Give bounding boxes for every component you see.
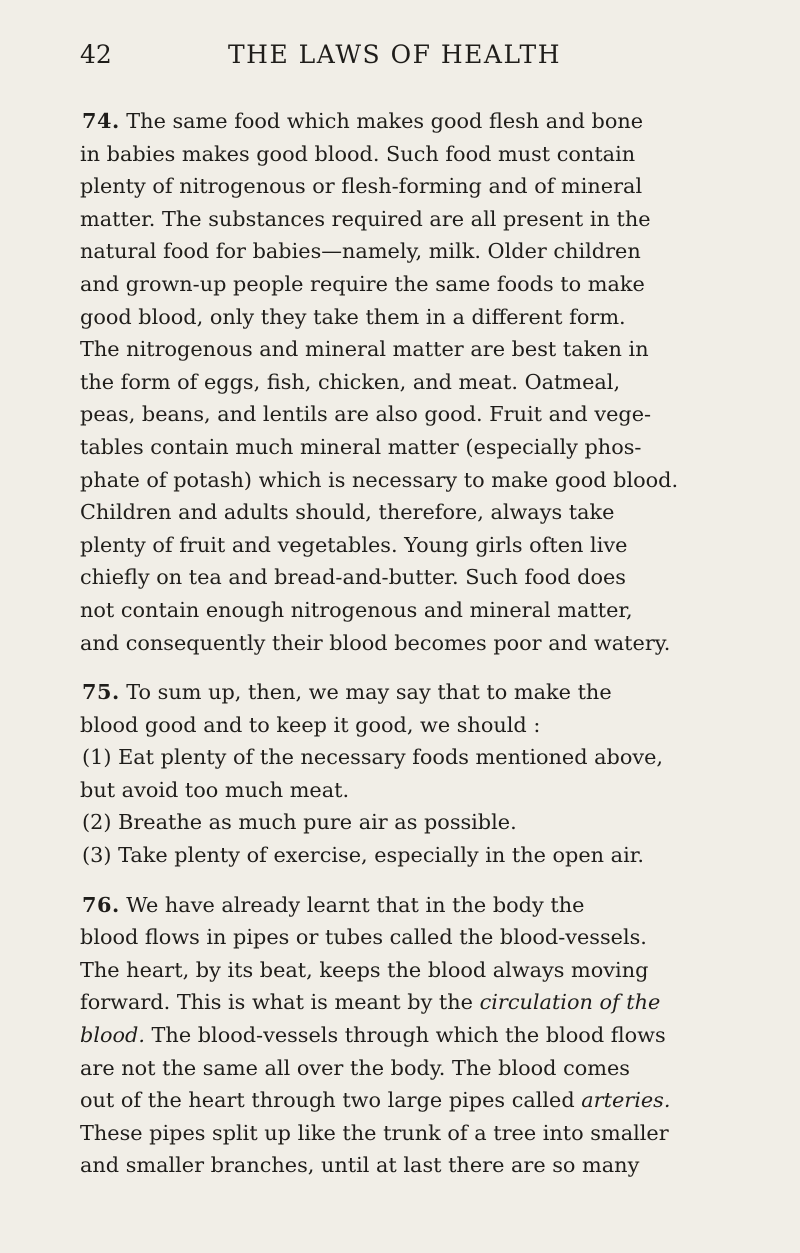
- text-line: and smaller branches, until at last there are so many: [80, 1153, 640, 1178]
- paragraph-76: [80, 889, 766, 1182]
- list-marker: (3): [82, 843, 112, 868]
- list-item: (1) Eat plenty of the necessary foods mentioned above,: [82, 745, 664, 770]
- text-line: and grown-up people require the same foods to make: [80, 271, 645, 296]
- text-line: the form of eggs, fish, chicken, and meat. Oatmeal,: [80, 369, 621, 394]
- text-line: 75. To sum up, then, we may say that to make the: [82, 679, 612, 705]
- text-line: forward. This is what is meant by the circulation of the: [80, 990, 661, 1015]
- text-line: good blood, only they take them in a different form.: [80, 304, 626, 329]
- section-number: 75.: [82, 679, 120, 705]
- text-line: not contain enough nitrogenous and mineral matter,: [80, 597, 633, 622]
- text-line: out of the heart through two large pipes called arteries.: [80, 1088, 671, 1113]
- paragraph-75: [80, 676, 766, 872]
- text-line: and consequently their blood becomes poor and watery.: [80, 630, 671, 655]
- text-line: 74. The same food which makes good flesh and bone: [82, 108, 644, 133]
- text-line: phate of potash) which is necessary to make good blood.: [80, 467, 679, 492]
- text-line: tables contain much mineral matter (especially phos-: [80, 434, 642, 459]
- text-line: blood. The blood-vessels through which the blood flows: [80, 1023, 666, 1048]
- text-line: blood good and to keep it good, we should :: [80, 712, 541, 737]
- text-line: but avoid too much meat.: [80, 777, 350, 802]
- text-line: 76. We have already learnt that in the body the: [82, 891, 585, 917]
- text-line: These pipes split up like the trunk of a tree into smaller: [80, 1120, 669, 1145]
- text-line: blood flows in pipes or tubes called the blood-vessels.: [80, 925, 647, 950]
- list-marker: (2): [82, 810, 112, 835]
- italic-term: blood.: [80, 1023, 145, 1048]
- italic-term: arteries.: [581, 1088, 671, 1113]
- section-number: 76.: [82, 891, 120, 917]
- text-line: natural food for babies—namely, milk. Older children: [80, 239, 641, 264]
- text-line: The heart, by its beat, keeps the blood always moving: [80, 957, 649, 982]
- text-line: chiefly on tea and bread-and-butter. Such food does: [80, 565, 626, 590]
- text-line: Children and adults should, therefore, always take: [80, 500, 615, 525]
- text-line: plenty of fruit and vegetables. Young girls often live: [80, 532, 628, 557]
- page-header: [80, 40, 766, 78]
- section-number: 74.: [82, 108, 120, 133]
- list-item: (3) Take plenty of exercise, especially in the open air.: [82, 843, 645, 868]
- text-line: peas, beans, and lentils are also good. Fruit and vege-: [80, 402, 652, 427]
- list-marker: (1): [82, 745, 112, 770]
- text-line: matter. The substances required are all present in the: [80, 206, 651, 231]
- text-line: are not the same all over the body. The blood comes: [80, 1055, 630, 1080]
- italic-term: circulation of the: [479, 990, 661, 1015]
- text-line: in babies makes good blood. Such food must contain: [80, 141, 636, 166]
- running-head: THE LAWS OF HEALTH: [228, 40, 562, 69]
- list-item: (2) Breathe as much pure air as possible.: [82, 810, 517, 835]
- paragraph-74: [80, 105, 766, 659]
- text-line: The nitrogenous and mineral matter are best taken in: [80, 337, 649, 362]
- text-line: plenty of nitrogenous or flesh-forming and of mineral: [80, 174, 643, 199]
- page-number: 42: [80, 40, 112, 69]
